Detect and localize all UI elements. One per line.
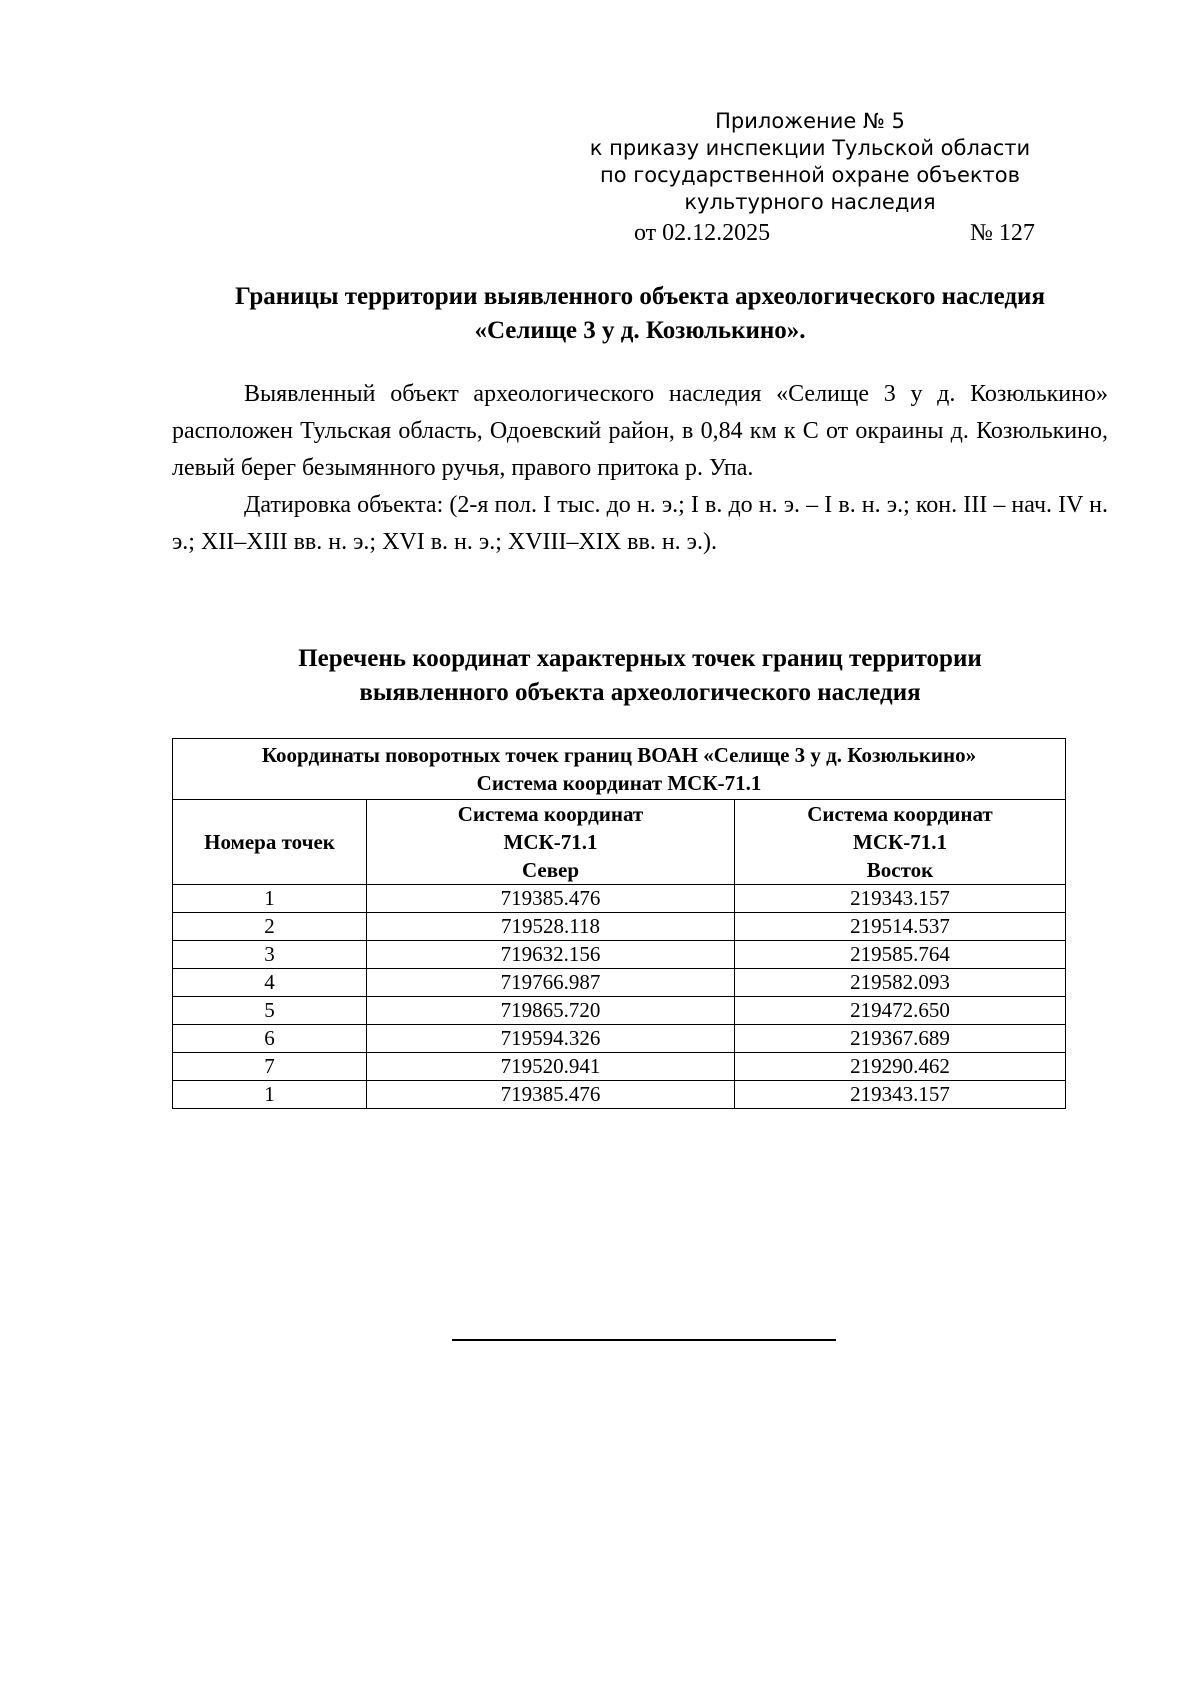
- table-row: [173, 969, 1066, 997]
- north-cell: 719865.720: [367, 997, 735, 1025]
- appendix-line: по государственной охране объектов: [599, 163, 1021, 187]
- point-number-cell: 1: [173, 1081, 367, 1109]
- table-row: [173, 941, 1066, 969]
- column-header-north: [367, 800, 735, 885]
- location-paragraph: Выявленный объект археологического наследия «Селище 3 у д. Козюлькино» расположен Тульская область, Одоевский район, в 0,84 км к С от окраины д. Козюлькино, левый берег безымянного ручья, правого притока р. Упа.: [172, 381, 1108, 481]
- column-header-east: [735, 800, 1066, 885]
- north-cell: 719528.118: [367, 913, 735, 941]
- document-body: [172, 376, 1108, 561]
- column-header-line: Номера точек: [204, 830, 335, 854]
- east-cell: 219585.764: [735, 941, 1066, 969]
- document-title: [172, 280, 1108, 348]
- point-number-cell: 5: [173, 997, 367, 1025]
- table-row: [173, 1081, 1066, 1109]
- north-cell: 719385.476: [367, 885, 735, 913]
- title-line: Границы территории выявленного объекта археологического наследия: [235, 283, 1045, 310]
- east-cell: 219472.650: [735, 997, 1066, 1025]
- coordinates-table: [172, 738, 1066, 1109]
- title-line: «Селище 3 у д. Козюлькино».: [474, 317, 806, 344]
- north-cell: 719520.941: [367, 1053, 735, 1081]
- north-cell: 719594.326: [367, 1025, 735, 1053]
- table-row: [173, 913, 1066, 941]
- east-cell: 219343.157: [735, 885, 1066, 913]
- north-cell: 719632.156: [367, 941, 735, 969]
- table-row: [173, 1053, 1066, 1081]
- point-number-cell: 7: [173, 1053, 367, 1081]
- column-header-point-number: [173, 800, 367, 885]
- north-cell: 719766.987: [367, 969, 735, 997]
- closing-divider: [452, 1339, 836, 1341]
- east-cell: 219367.689: [735, 1025, 1066, 1053]
- east-cell: 219582.093: [735, 969, 1066, 997]
- column-header-line: Система координат: [807, 802, 993, 826]
- order-number: № 127: [970, 220, 1035, 246]
- appendix-header: [560, 108, 1060, 216]
- east-cell: 219514.537: [735, 913, 1066, 941]
- point-number-cell: 2: [173, 913, 367, 941]
- column-header-line: Север: [521, 858, 580, 882]
- column-header-line: МСК-71.1: [503, 830, 598, 854]
- column-header-line: Восток: [866, 858, 934, 882]
- subtitle-line: выявленного объекта археологического наследия: [359, 679, 921, 706]
- table-row: [173, 885, 1066, 913]
- table-row: [173, 997, 1066, 1025]
- dating-paragraph: Датировка объекта: (2-я пол. I тыс. до н. э.; I в. до н. э. – I в. н. э.; кон. III – нач. IV н. э.; XII–XIII вв. н. э.; XVI в. н. э.; XVIII–XIX вв. н. э.).: [172, 492, 1108, 555]
- east-cell: 219343.157: [735, 1081, 1066, 1109]
- table-row: [173, 1025, 1066, 1053]
- appendix-line: культурного наследия: [684, 190, 936, 214]
- appendix-line: к приказу инспекции Тульской области: [589, 136, 1031, 160]
- appendix-line: Приложение № 5: [715, 109, 905, 133]
- table-caption: [173, 739, 1066, 800]
- point-number-cell: 3: [173, 941, 367, 969]
- point-number-cell: 6: [173, 1025, 367, 1053]
- east-cell: 219290.462: [735, 1053, 1066, 1081]
- north-cell: 719385.476: [367, 1081, 735, 1109]
- column-header-line: Система координат: [457, 802, 644, 826]
- order-date: от 02.12.2025: [634, 220, 771, 246]
- caption-line: Координаты поворотных точек границ ВОАН «Селище 3 у д. Козюлькино»: [261, 743, 977, 767]
- subtitle-line: Перечень координат характерных точек границ территории: [298, 645, 982, 672]
- point-number-cell: 1: [173, 885, 367, 913]
- caption-line: Система координат МСК-71.1: [476, 771, 762, 795]
- point-number-cell: 4: [173, 969, 367, 997]
- column-header-line: МСК-71.1: [853, 830, 947, 854]
- coordinates-subtitle: [172, 642, 1108, 710]
